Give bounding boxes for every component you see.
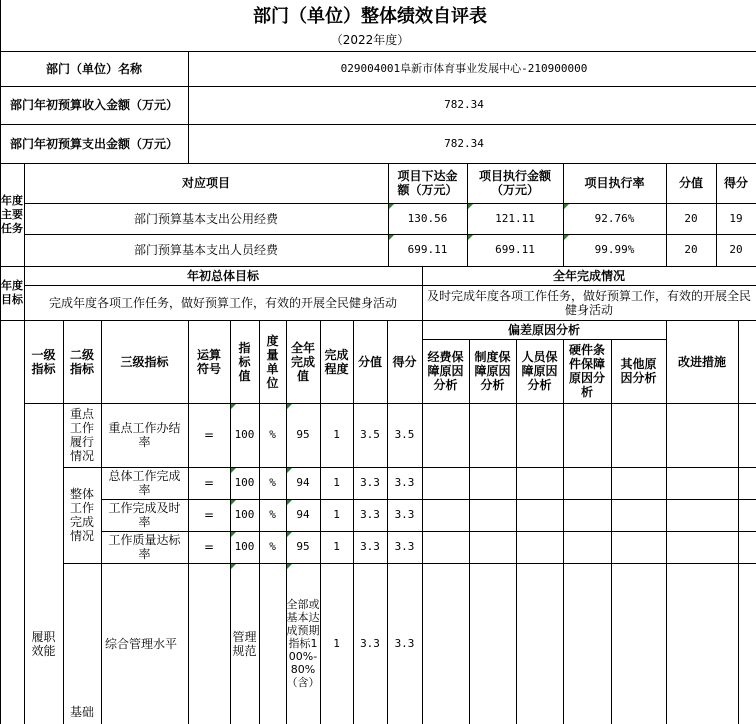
cell-marker-icon [287,532,292,537]
score-cell: 3.5 [360,428,380,441]
task-row-item: 部门预算基本支出公用经费 [133,211,278,226]
cell-marker-icon [564,235,569,240]
completion-header: 全年完成情况 [552,268,625,283]
header-actual: 全年完成值 [290,340,315,383]
actual-cell: 94 [296,508,310,521]
cell-marker-icon [287,404,292,409]
header-score: 分值 [678,176,703,190]
cell-marker-icon [231,404,236,409]
actual-cell: 95 [296,540,310,553]
got-cell: 3.3 [394,508,415,521]
header-other: 其他原因分析 [620,357,657,385]
degree-cell: 1 [333,508,340,521]
unit-cell: % [269,476,276,489]
task-row-score: 20 [684,211,698,225]
cell-marker-icon [287,500,292,505]
header-op: 运算符号 [196,347,221,376]
score-cell: 3.3 [360,476,380,489]
dept-name-value: 029004001阜新市体育事业发展中心-210900000 [340,61,588,75]
completion-text: 及时完成年度各项工作任务，做好预算工作，有效的开展全民健身活动 [426,288,751,317]
unit-cell [259,563,286,724]
got-cell: 3.3 [394,636,415,650]
budget-income-label: 部门年初预算收入金额（万元） [9,98,178,112]
task-row-issued: 699.11 [407,243,448,256]
initial-goal-header: 年初总体目标 [186,268,259,283]
header-system: 制度保障原因分析 [474,350,511,392]
cell-marker-icon [564,204,569,209]
header-fund: 经费保障原因分析 [427,350,464,392]
header-issued: 项目下达金额（万元） [397,169,458,197]
cell-marker-icon [468,204,473,209]
task-row-executed: 121.11 [495,211,535,225]
initial-goal-text: 完成年度各项工作任务，做好预算工作，有效的开展全民健身活动 [48,295,397,310]
score-cell: 3.3 [360,636,380,650]
header-got: 得分 [723,176,748,190]
header-rate: 项目执行率 [584,176,645,190]
degree-cell: 1 [333,428,340,441]
cell-marker-icon [287,468,292,473]
cell-marker-icon [389,235,394,240]
task-row-item: 部门预算基本支出人员经费 [133,243,278,257]
actual-cell: 94 [296,476,310,489]
op-cell: = [203,540,215,554]
budget-expense-value: 782.34 [444,136,484,150]
op-cell: = [203,476,215,490]
l2-key-work: 重点工作履行情况 [69,407,94,463]
op-cell: = [203,508,215,522]
cell-marker-icon [389,204,394,209]
l1-performance: 履职效能 [31,629,56,658]
header-l1: 一级指标 [31,347,56,376]
header-degree: 完成程度 [324,347,349,376]
cell-marker-icon [468,235,473,240]
got-cell: 3.3 [394,476,415,489]
task-row-issued: 130.56 [407,211,448,225]
target-cell: 100 [234,476,255,489]
op-cell [188,563,230,724]
got-cell: 3.3 [394,540,415,553]
l3-cell: 重点工作办结率 [108,421,181,449]
target-cell: 100 [234,540,255,553]
report-year: （2022年度） [330,33,410,47]
target-cell: 100 [234,508,255,521]
l2-overall: 整体工作完成情况 [69,487,94,543]
degree-cell: 1 [333,476,340,489]
header-score: 分值 [357,354,382,369]
target-cell: 100 [234,428,255,441]
cell-marker-icon [231,500,236,505]
cell-marker-icon [231,564,236,569]
degree-cell: 1 [333,636,340,650]
score-cell: 3.3 [360,508,380,521]
cell-marker-icon [231,468,236,473]
header-l2: 二级指标 [69,347,94,376]
header-target: 指标值 [238,340,251,383]
l3-cell: 总体工作完成率 [108,469,181,497]
unit-cell: % [269,508,276,521]
l3-cell: 工作质量达标率 [108,533,181,561]
cell-marker-icon [287,564,292,569]
header-unit: 度量单位 [266,333,279,390]
task-row-got: 19 [729,211,743,225]
target-cell: 管理规范 [232,629,257,658]
task-row-rate: 99.99% [594,243,635,256]
header-improve: 改进措施 [677,354,726,369]
cell-marker-icon [231,532,236,537]
task-row-score: 20 [684,243,698,256]
header-hardware: 硬件条件保障原因分析 [568,343,605,399]
actual-cell: 全部或基本达成预期指标100%-80%（含） [286,598,320,689]
header-got: 得分 [392,354,417,369]
l2-basic: 基础 [69,705,94,719]
task-row-got: 20 [729,243,743,256]
header-deviation: 偏差原因分析 [507,322,580,337]
header-staff: 人员保障原因分析 [521,350,558,392]
score-cell: 3.3 [360,540,380,553]
page-title: 部门（单位）整体绩效自评表 [253,6,487,27]
budget-expense-label: 部门年初预算支出金额（万元） [9,136,178,151]
header-executed: 项目执行金额（万元） [478,169,551,197]
got-cell: 3.5 [394,428,415,441]
header-l3: 三级指标 [120,354,169,369]
annual-goals-label: 年度目标 [1,279,23,306]
unit-cell: % [269,428,276,441]
op-cell: = [203,428,215,442]
dept-name-label: 部门（单位）名称 [45,61,142,76]
degree-cell: 1 [333,540,340,553]
l3-cell: 工作完成及时率 [108,501,181,529]
budget-income-value: 782.34 [444,98,484,111]
actual-cell: 95 [296,428,310,441]
header-item: 对应项目 [181,176,230,190]
task-row-executed: 699.11 [495,243,535,256]
unit-cell: % [269,540,276,553]
l3-cell: 综合管理水平 [105,636,178,651]
annual-tasks-label: 年度主要任务 [1,193,23,235]
task-row-rate: 92.76% [594,211,635,225]
